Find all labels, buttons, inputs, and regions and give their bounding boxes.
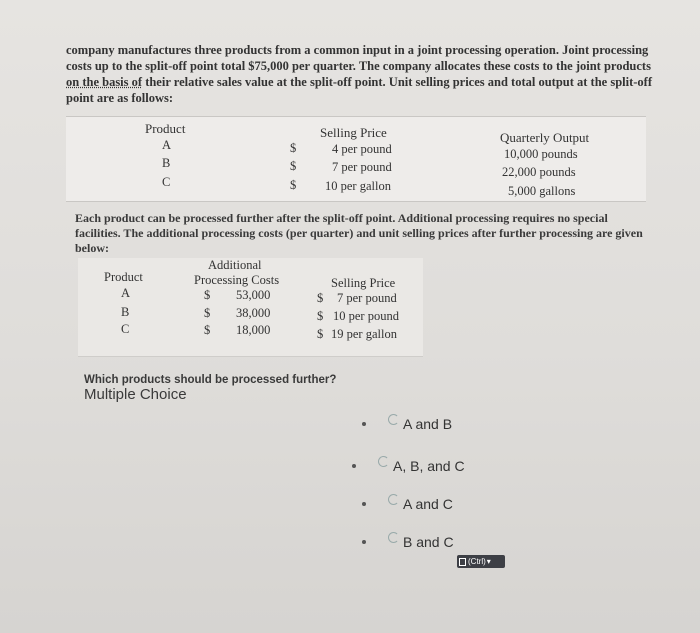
table2-row-b-cost-dollar: $ <box>204 306 211 320</box>
table2-row-a-product: A <box>121 286 131 300</box>
table2-header-cost-line1: Additional <box>208 258 262 272</box>
clipboard-icon <box>459 558 466 566</box>
radio-icon[interactable] <box>378 456 389 467</box>
radio-icon[interactable] <box>388 414 399 425</box>
bullet-icon <box>352 464 356 468</box>
choice-label: B and C <box>403 534 454 550</box>
table2-header-price: Selling Price <box>331 276 396 290</box>
table2-row-c-price-dollar: $ <box>317 327 324 341</box>
table2-header-product: Product <box>104 270 143 284</box>
table1-row-c-dollar: $ <box>290 178 297 192</box>
table1-row-b-product: B <box>162 156 171 170</box>
table2-row-a-price-dollar: $ <box>317 291 324 305</box>
choice-label: A and B <box>403 416 453 432</box>
table1-header-price: Selling Price <box>320 125 387 140</box>
table2-row-b-price: 10 per pound <box>333 309 399 323</box>
bullet-icon <box>362 422 366 426</box>
chevron-down-icon: ▾ <box>486 557 491 566</box>
table1-row-c-price: 10 per gallon <box>325 179 391 193</box>
table2-row-a-cost: 53,000 <box>236 288 271 302</box>
further-processing-text: Each product can be processed further after the split-off point. Additional processing requires no special facilities. The additional processing costs (per quarter) and unit selling prices after further processing are given below: <box>75 211 643 255</box>
table2-row-b-price-dollar: $ <box>317 309 324 323</box>
table1-row-b-price: 7 per pound <box>332 160 392 174</box>
table1-header-output: Quarterly Output <box>500 130 590 145</box>
table2-row-c-product: C <box>121 322 130 336</box>
choice-b-and-c[interactable] <box>362 534 454 550</box>
choice-a-and-b[interactable] <box>362 416 452 432</box>
paste-options-label: (Ctrl) <box>468 557 486 566</box>
table2-row-b-product: B <box>121 305 130 319</box>
table2-row-c-cost: 18,000 <box>236 323 271 337</box>
choice-a-and-c[interactable] <box>362 496 453 512</box>
intro-text-after: their relative sales value at the split-off point. Unit selling prices and total output at the split-off point are as follows: <box>66 75 652 105</box>
table2-row-a-cost-dollar: $ <box>204 288 211 302</box>
table2-row-b-cost: 38,000 <box>236 306 271 320</box>
table1-header-product: Product <box>145 121 186 136</box>
split-off-table <box>66 116 646 202</box>
table2-row-c-cost-dollar: $ <box>204 323 211 337</box>
table1-row-b-dollar: $ <box>290 159 297 173</box>
choice-a-b-and-c[interactable] <box>352 458 465 474</box>
table2-row-c-price: 19 per gallon <box>331 327 397 341</box>
intro-text-before: company manufactures three products from a common input in a joint processing operation. Joint processing costs up to the split-off point total $75,000 per quarter. The company allocates these costs to the joint products <box>66 43 651 73</box>
table1-row-a-output: 10,000 pounds <box>504 147 578 161</box>
table1-row-a-price: 4 per pound <box>332 142 392 156</box>
table1-row-a-dollar: $ <box>290 141 297 155</box>
bullet-icon <box>362 502 366 506</box>
bullet-icon <box>362 540 366 544</box>
table1-row-c-product: C <box>162 175 171 189</box>
table1-row-c-output: 5,000 gallons <box>508 184 576 198</box>
table1-row-a-product: A <box>162 138 172 152</box>
table1-row-b-output: 22,000 pounds <box>502 165 576 179</box>
radio-icon[interactable] <box>388 494 399 505</box>
table2-header-cost-line2: Processing Costs <box>194 273 280 287</box>
radio-icon[interactable] <box>388 532 399 543</box>
choice-label: A and C <box>403 496 453 512</box>
paste-options-button[interactable] <box>457 555 505 568</box>
question-text: Which products should be processed further? <box>84 374 337 386</box>
table2-row-a-price: 7 per pound <box>337 291 397 305</box>
further-processing-table <box>78 258 423 357</box>
problem-intro-text <box>66 42 656 106</box>
question-type-label: Multiple Choice <box>84 386 187 403</box>
choice-label: A, B, and C <box>393 458 465 474</box>
intro-text-underlined: on the basis of <box>66 75 143 89</box>
